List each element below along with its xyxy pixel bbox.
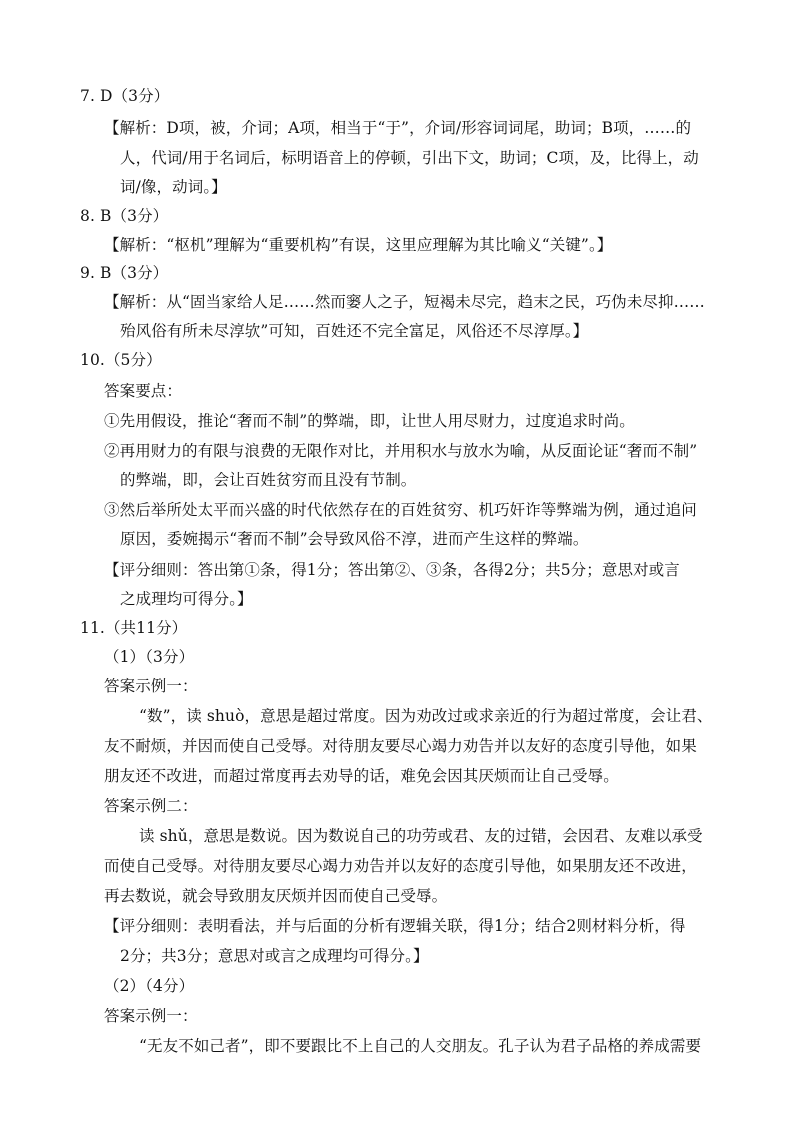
q10-key-points-label: 答案要点： <box>104 382 183 400</box>
q11-sub1-example2-line: 再去数说，就会导致朋友厌烦并因而使自己受辱。 <box>104 887 448 905</box>
q9-answer: 9. B（3分） <box>80 264 169 282</box>
q11-answer: 11.（共11分） <box>80 619 188 637</box>
q7-analysis-line: 人，代词/用于名词后，标明语音上的停顿，引出下文，助词；C项，及，比得上，动 <box>120 149 699 167</box>
q10-answer: 10.（5分） <box>80 351 162 369</box>
q11-sub2-example1-line: “无友不如己者”，即不要跟比不上自己的人交朋友。孔子认为君子品格的养成需要 <box>139 1037 702 1055</box>
q11-sub2-label: （2）（4分） <box>104 977 195 995</box>
q10-point-line: 的弊端，即，会让百姓贫穷而且没有节制。 <box>120 471 417 489</box>
q10-point-line: ②再用财力的有限与浪费的无限作对比，并用积水与放水为喻，从反面论证“奢而不制” <box>104 442 698 460</box>
q11-sub1-example2-line: 读 shǔ，意思是数说。因为数说自己的功劳或君、友的过错，会因君、友难以承受 <box>139 827 703 845</box>
q11-sub1-label: （1）（3分） <box>104 648 195 666</box>
q7-answer: 7. D（3分） <box>80 87 170 105</box>
q9-analysis-line: 殆风俗有所未尽淳欤”可知，百姓还不完全富足，风俗还不尽淳厚。】 <box>120 322 589 340</box>
q11-sub1-example2-line: 而使自己受辱。对待朋友要尽心竭力劝告并以友好的态度引导他，如果朋友还不改进， <box>104 857 697 875</box>
q8-answer: 8. B（3分） <box>80 207 169 225</box>
q11-sub2-example1-label: 答案示例一： <box>104 1007 198 1025</box>
q8-analysis-line: 【解析：“枢机”理解为“重要机构”有误，这里应理解为其比喻义“关键”。】 <box>104 236 613 254</box>
q11-sub1-example1-line: “数”，读 shuò，意思是超过常度。因为劝改过或求亲近的行为超过常度，会让君、 <box>139 707 713 725</box>
q11-sub1-scoring-line: 【评分细则：表明看法，并与后面的分析有逻辑关联，得1分；结合2则材料分析，得 <box>104 917 686 935</box>
q7-analysis-line: 【解析：D项，被，介词；A项，相当于“于”，介词/形容词词尾，助词；B项，……的 <box>104 119 692 137</box>
q11-sub1-example1-label: 答案示例一： <box>104 677 198 695</box>
q10-point-line: 原因，委婉揭示“奢而不制”会导致风俗不淳，进而产生这样的弊端。 <box>120 530 589 548</box>
q9-analysis-line: 【解析：从“固当家给人足……然而窭人之子，短褐未尽完，趋末之民，巧伪未尽抑…… <box>104 293 705 311</box>
q11-sub1-example1-line: 友不耐烦，并因而使自己受辱。对待朋友要尽心竭力劝告并以友好的态度引导他，如果 <box>104 737 697 755</box>
q10-scoring-line: 之成理均可得分。】 <box>120 590 253 608</box>
q10-point-line: ③然后举所处太平而兴盛的时代依然存在的百姓贫穷、机巧奸诈等弊端为例，通过追问 <box>104 501 697 519</box>
q7-analysis-line: 词/像，动词。】 <box>120 178 227 196</box>
q11-sub1-scoring-line: 2分；共3分；意思对或言之成理均可得分。】 <box>120 947 429 965</box>
q10-point-line: ①先用假设，推论“奢而不制”的弊端，即，让世人用尽财力，过度追求时尚。 <box>104 412 635 430</box>
q10-scoring-line: 【评分细则：答出第①条，得1分；答出第②、③条，各得2分；共5分；意思对或言 <box>104 561 680 579</box>
q11-sub1-example1-line: 朋友还不改进，而超过常度再去劝导的话，难免会因其厌烦而让自己受辱。 <box>104 767 619 785</box>
q11-sub1-example2-label: 答案示例二： <box>104 797 198 815</box>
